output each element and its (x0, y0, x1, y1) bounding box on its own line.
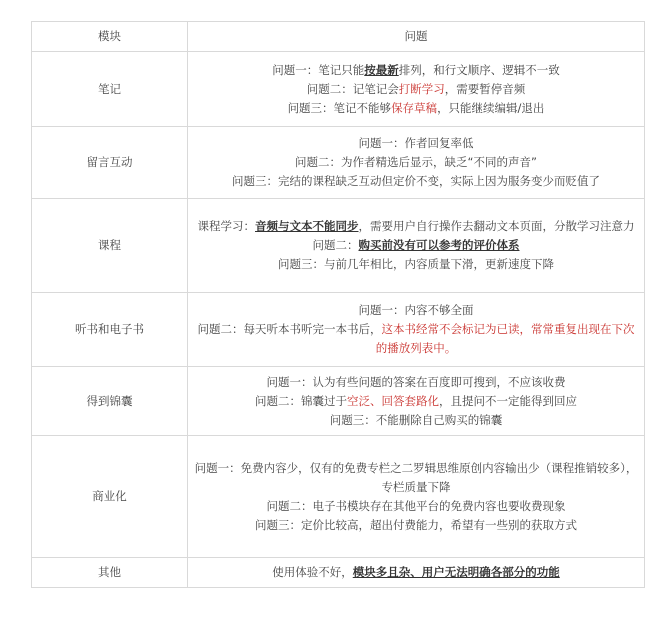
emphasis-text: 模块多且杂、用户无法明确各部分的功能 (352, 565, 560, 579)
problem-line (194, 516, 638, 535)
highlight-red-text: 空泛、回答套路化 (347, 393, 439, 408)
problem-text: 问题一：作者回复率低 (358, 136, 474, 150)
problem-line (194, 392, 638, 411)
problem-line (194, 411, 638, 430)
problem-cell (188, 199, 645, 293)
problem-text: 课程学习： (197, 219, 255, 233)
problem-text: 问题二： (312, 238, 359, 252)
problem-text: 问题三：完结的课程缺乏互动但定价不变，实际上因为服务变少而贬值了 (232, 174, 600, 188)
problem-text: 使用体验不好， (272, 565, 353, 579)
emphasis-text: 购买前没有可以参考的评价体系 (358, 238, 520, 252)
module-cell: 笔记 (32, 52, 188, 127)
problem-text: 问题二：为作者精选后显示，缺乏“不同的声音” (295, 155, 537, 169)
problem-line (194, 563, 638, 582)
problem-text: ，需要暂停音频 (444, 81, 526, 96)
module-cell: 课程 (32, 199, 188, 293)
problem-text: 问题二：每天听本书听完一本书后， (197, 322, 382, 336)
emphasis-text: 音频与文本不能同步 (255, 219, 359, 233)
problem-text: 排列，和行文顺序、逻辑不一致 (398, 62, 560, 77)
problem-line (194, 301, 638, 320)
problem-text: 问题二：锦囊过于 (255, 393, 347, 408)
problem-table (31, 21, 645, 588)
problem-cell (188, 293, 645, 367)
problem-text: 问题一：内容不够全面 (358, 303, 474, 317)
module-cell: 商业化 (32, 436, 188, 558)
problem-text: 问题一：免费内容少，仅有的免费专栏之二罗辑思维原创内容输出少（课程推销较多），专栏质量下降 (194, 460, 638, 494)
table-row (32, 293, 645, 367)
problem-cell (188, 436, 645, 558)
module-cell: 留言互动 (32, 127, 188, 199)
table-row (32, 199, 645, 293)
problem-line (194, 217, 638, 236)
problem-line (194, 236, 638, 255)
table-header-row (32, 22, 645, 52)
problem-cell (188, 558, 645, 588)
highlight-red-text: 保存草稿 (391, 100, 438, 115)
problem-text: ，且提问不一定能得到回应 (439, 393, 577, 408)
problem-text: ，需要用户自行操作去翻动文本页面，分散学习注意力 (358, 219, 635, 233)
module-cell: 得到锦囊 (32, 367, 188, 436)
emphasis-text: 按最新 (364, 62, 399, 77)
problem-line (194, 320, 638, 358)
problem-line (194, 61, 638, 80)
problem-text: 问题二：电子书模块存在其他平台的免费内容也要收费现象 (266, 498, 566, 513)
table-row (32, 436, 645, 558)
problem-cell (188, 52, 645, 127)
problem-line (194, 134, 638, 153)
problem-cell (188, 367, 645, 436)
problem-cell (188, 127, 645, 199)
problem-text: 问题一：认为有些问题的答案在百度即可搜到，不应该收费 (266, 374, 566, 389)
problem-line (194, 99, 638, 118)
highlight-red-text: 打断学习 (398, 81, 445, 96)
problem-line (194, 255, 638, 274)
module-cell: 其他 (32, 558, 188, 588)
table-row (32, 52, 645, 127)
problem-line (194, 459, 638, 497)
table-row (32, 558, 645, 588)
problem-text: 问题三：笔记不能够 (287, 100, 392, 115)
module-cell: 听书和电子书 (32, 293, 188, 367)
table-row (32, 127, 645, 199)
problem-text: ，只能继续编辑/退出 (437, 100, 545, 115)
problem-line (194, 172, 638, 191)
problem-text: 问题一：笔记只能 (272, 62, 365, 77)
problem-text: 问题三：定价比较高，超出付费能力，希望有一些别的获取方式 (255, 517, 577, 532)
header-module: 模块 (32, 22, 188, 52)
problem-line (194, 80, 638, 99)
problem-text: 问题二：记笔记会 (306, 81, 399, 96)
problem-text: 问题三：不能删除自己购买的锦囊 (329, 412, 503, 427)
header-problem: 问题 (188, 22, 645, 52)
problem-line (194, 373, 638, 392)
problem-text: 问题三：与前几年相比，内容质量下滑，更新速度下降 (278, 257, 554, 271)
problem-line (194, 153, 638, 172)
table-row (32, 367, 645, 436)
problem-line (194, 497, 638, 516)
highlight-red-text: 这本书经常不会标记为已读，常常重复出现在下次的播放列表中。 (375, 322, 635, 355)
